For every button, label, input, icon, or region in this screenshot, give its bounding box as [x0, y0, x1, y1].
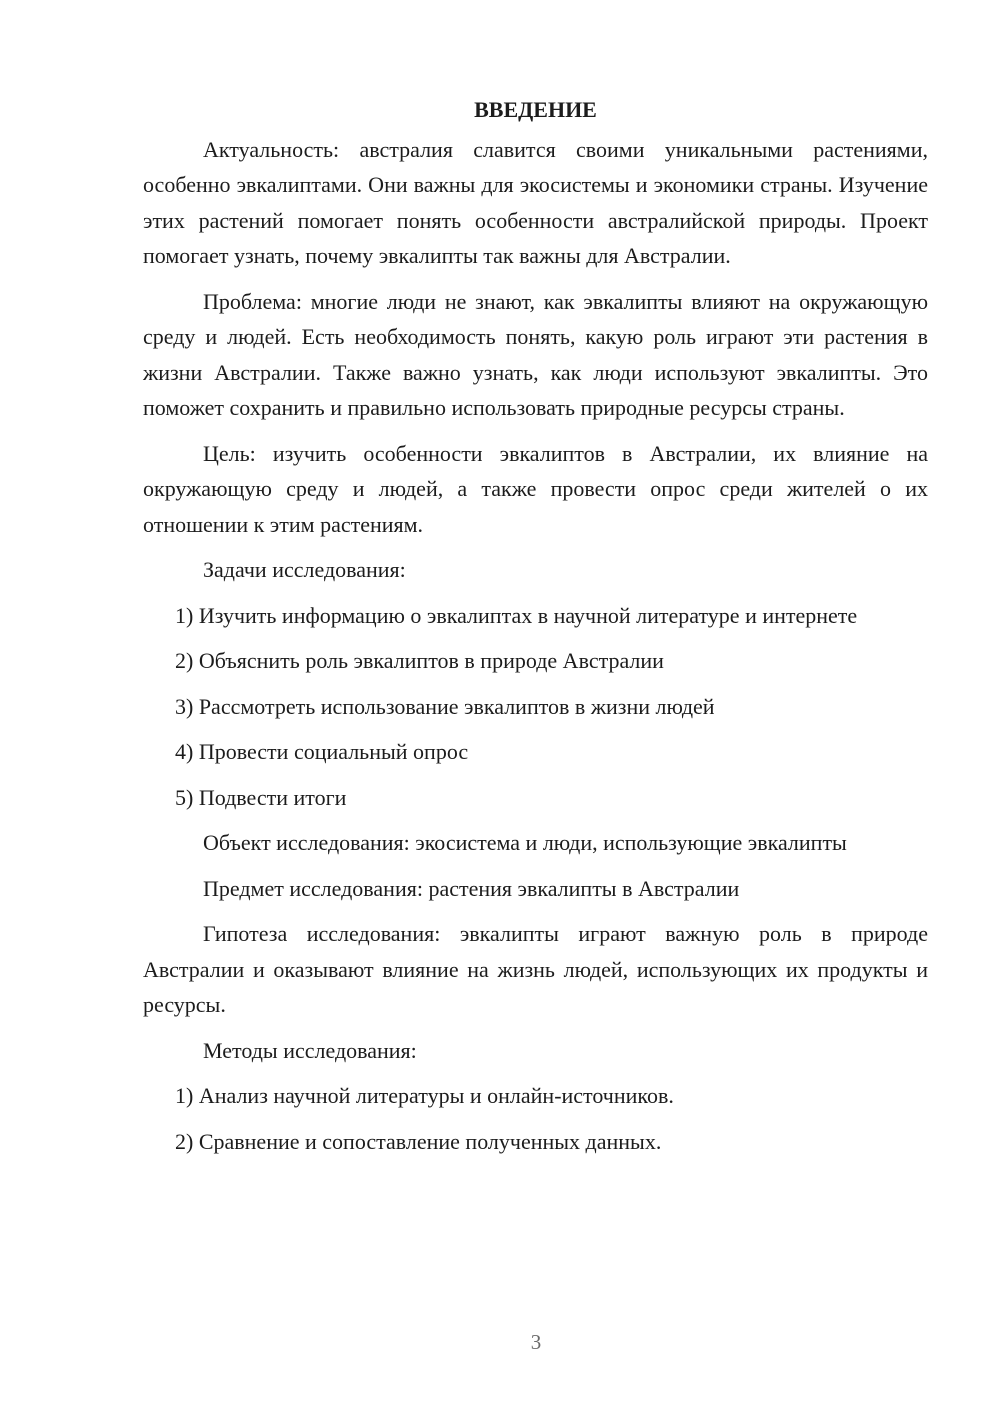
relevance-paragraph: Актуальность: австралия славится своими уникальными растениями, особенно эвкалиптами. Они важны для экосистемы и экономики страны. Изучение этих растений помогает понять особенности австралийской природы. Проект помогает узнать, почему эвкалипты так важны для Австралии.	[143, 136, 928, 268]
page-title: ВВЕДЕНИЕ	[474, 97, 597, 122]
hypothesis-paragraph: Гипотеза исследования: эвкалипты играют важную роль в природе Австралии и оказывают влияние на жизнь людей, использующих их продукты и ресурсы.	[143, 921, 928, 1017]
task-item-5: 5) Подвести итоги	[175, 784, 347, 810]
problem-paragraph: Проблема: многие люди не знают, как эвкалипты влияют на окружающую среду и людей. Есть необходимость понять, какую роль играют эти растения в жизни Австралии. Также важно узнать, как люди используют эвкалипты. Это поможет сохранить и правильно использовать природные ресурсы страны.	[143, 288, 928, 420]
method-item-1: 1) Анализ научной литературы и онлайн-источников.	[175, 1083, 674, 1108]
task-item-3: 3) Рассмотреть использование эвкалиптов в жизни людей	[175, 693, 715, 719]
task-item-4: 4) Провести социальный опрос	[175, 739, 469, 764]
method-item-2: 2) Сравнение и сопоставление полученных данных.	[175, 1128, 662, 1154]
methods-heading: Методы исследования:	[203, 1037, 417, 1063]
goal-paragraph: Цель: изучить особенности эвкалиптов в Австралии, их влияние на окружающую среду и людей, а также провести опрос среди жителей о их отношении к этим растениям.	[143, 440, 928, 537]
document-page	[143, 92, 928, 1169]
task-item-2: 2) Объяснить роль эвкалиптов в природе Австралии	[175, 648, 664, 673]
subject-paragraph: Предмет исследования: растения эвкалипты в Австралии	[203, 875, 740, 901]
task-item-1: 1) Изучить информацию о эвкалиптах в научной литературе и интернете	[175, 602, 858, 628]
page-number: 3	[530, 1330, 542, 1354]
tasks-heading: Задачи исследования:	[203, 557, 406, 582]
object-paragraph: Объект исследования: экосистема и люди, использующие эвкалипты	[203, 830, 847, 855]
